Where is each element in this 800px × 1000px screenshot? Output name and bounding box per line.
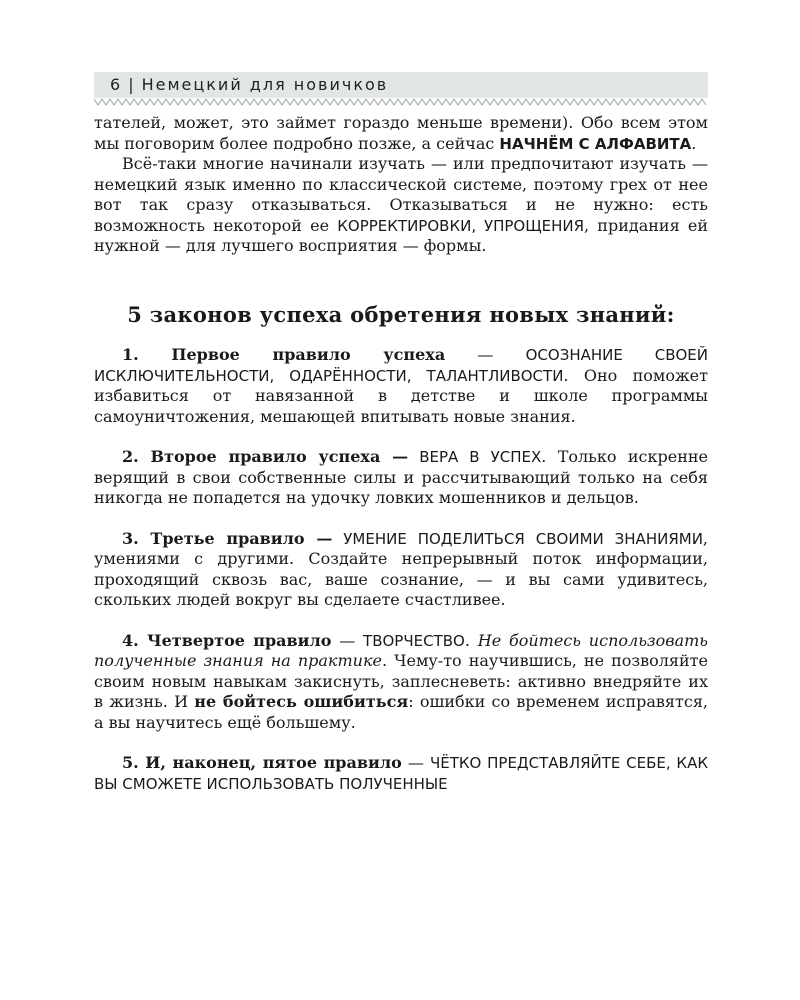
rule-1: 1. Первое правило успеха — ОСОЗНАНИЕ СВОЕЙ ИСКЛЮЧИТЕЛЬНОСТИ, ОДАРЁННОСТИ, ТАЛАНТЛИВОСТИ. Оно поможет избавиться от навязанной в детстве и школе программы самоуничтожения, мешающей впитывать новые знания. — [94, 345, 709, 426]
section-title: 5 законов успеха обретения новых знаний: — [127, 301, 675, 327]
rule-5: 5. И, наконец, пятое правило — ЧЁТКО ПРЕДСТАВЛЯЙТЕ СЕБЕ, КАК ВЫ СМОЖЕТЕ ИСПОЛЬЗОВАТЬ ПОЛУЧЕННЫЕ — [94, 753, 708, 793]
book-title: Немецкий для новичков — [141, 75, 389, 94]
rule-4: 4. Четвертое правило — ТВОРЧЕСТВО. Не бойтесь использовать полученные знания на практике. Чему-то научившись, не позволяйте своим новым навыкам закиснуть, заплесневеть: активно внедряйте их в жизнь. И не бойтесь ошибиться: ошибки со временем исправятся, а вы научитесь ещё большему. — [94, 630, 709, 732]
rule-3-title: 3. Третье правило — — [122, 528, 333, 548]
page-body — [94, 113, 708, 814]
header-zigzag-border — [94, 98, 708, 106]
header-separator: | — [128, 75, 136, 94]
rule-4-title: 4. Четвертое правило — [122, 630, 332, 650]
intro-paragraph-1: тателей, может, это займет гораздо меньше времени). Обо всем этом мы поговорим более подробно позже, а сейчас НАЧНЁМ С АЛФАВИТА. — [94, 113, 708, 153]
rule-2-title: 2. Второе правило успеха — — [122, 447, 409, 466]
rule-5-title: 5. И, наконец, пятое правило — [122, 753, 402, 772]
page-number: 6 — [110, 75, 123, 94]
rule-3: 3. Третье правило — УМЕНИЕ ПОДЕЛИТЬСЯ СВОИМИ ЗНАНИЯМИ, умениями с другими. Создайте непрерывный поток информации, проходящий сквозь вас, ваше сознание, — и вы сами удивитесь, скольких людей вокруг вы сделаете счастливее. — [94, 528, 709, 609]
alphabet-callout: НАЧНЁМ С АЛФАВИТА — [499, 134, 692, 153]
header-line — [110, 75, 388, 94]
rule-2: 2. Второе правило успеха — ВЕРА В УСПЕХ. Только искренне верящий в свои собственные силы и рассчитывающий только на себя никогда не попадется на удочку ловких мошенников и дельцов. — [94, 447, 709, 507]
intro-paragraph-2: Всё-таки многие начинали изучать — или предпочитают изучать — немецкий язык именно по классической системе, поэтому грех от нее вот так сразу отказываться. Отказываться и не нужно: есть возможность некоторой ее КОРРЕКТИРОВКИ, УПРОЩЕНИЯ, придания ей нужной — для лучшего восприятия — формы. — [94, 154, 708, 255]
rule-1-title: 1. Первое правило успеха — [122, 345, 446, 364]
